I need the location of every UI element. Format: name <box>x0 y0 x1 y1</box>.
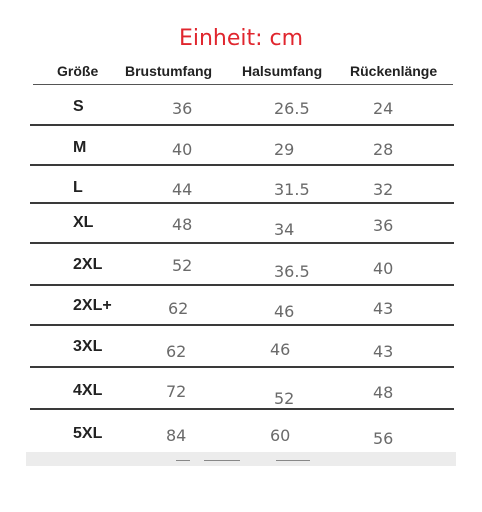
table-row <box>30 382 454 408</box>
row-divider <box>30 284 454 286</box>
neck-cell: 46 <box>270 340 291 359</box>
row-divider <box>30 366 454 368</box>
back-cell: 24 <box>373 99 394 118</box>
neck-cell: 29 <box>274 140 295 159</box>
row-divider <box>30 124 454 126</box>
chest-cell: 48 <box>172 215 193 234</box>
header-chest: Brustumfang <box>125 63 213 79</box>
neck-cell: 34 <box>274 220 295 239</box>
chest-cell: 36 <box>172 99 193 118</box>
table-row <box>30 425 454 447</box>
neck-cell: 31.5 <box>274 180 310 199</box>
size-cell: L <box>73 179 83 196</box>
table-header <box>0 60 482 82</box>
back-cell: 43 <box>373 342 394 361</box>
table-row <box>30 256 454 281</box>
row-divider <box>30 324 454 326</box>
unit-title: Einheit: cm <box>178 26 304 51</box>
table-row <box>30 137 454 159</box>
row-divider <box>30 242 454 244</box>
back-cell: 40 <box>373 259 394 278</box>
table-row <box>30 177 454 199</box>
chest-cell: 44 <box>172 180 193 199</box>
row-divider <box>30 164 454 166</box>
chest-cell: 62 <box>168 299 189 318</box>
size-cell: XL <box>73 214 94 231</box>
header-size: Größe <box>57 63 99 79</box>
row-divider <box>30 202 454 204</box>
table-row <box>30 297 454 319</box>
back-cell: 32 <box>373 180 394 199</box>
size-cell: 4XL <box>73 382 103 399</box>
neck-cell: 36.5 <box>274 262 310 281</box>
size-cell: 2XL <box>73 256 103 273</box>
back-cell: 43 <box>373 299 394 318</box>
header-divider <box>33 84 453 85</box>
header-neck: Halsumfang <box>242 63 323 79</box>
cropped-fragment <box>276 460 310 469</box>
neck-cell: 46 <box>274 302 295 321</box>
size-cell: 3XL <box>73 338 103 355</box>
size-cell: M <box>73 139 87 156</box>
table-row <box>30 96 454 118</box>
back-cell: 36 <box>373 216 394 235</box>
back-cell: 28 <box>373 140 394 159</box>
neck-cell: 26.5 <box>274 99 310 118</box>
size-cell: 5XL <box>73 425 103 442</box>
header-back: Rückenlänge <box>350 63 438 79</box>
size-cell: S <box>73 98 84 115</box>
neck-cell: 52 <box>274 389 295 408</box>
chest-cell: 84 <box>166 426 187 445</box>
cropped-bottom-strip <box>26 452 456 466</box>
cropped-fragment <box>176 460 190 469</box>
row-divider <box>30 408 454 410</box>
chest-cell: 62 <box>166 342 187 361</box>
cropped-fragment <box>204 460 240 469</box>
chest-cell: 40 <box>172 140 193 159</box>
table-row <box>30 214 454 239</box>
chest-cell: 52 <box>172 256 193 275</box>
back-cell: 48 <box>373 383 394 402</box>
chest-cell: 72 <box>166 382 187 401</box>
size-cell: 2XL+ <box>73 297 112 314</box>
neck-cell: 60 <box>270 426 291 445</box>
table-row <box>30 338 454 360</box>
back-cell: 56 <box>373 429 394 448</box>
